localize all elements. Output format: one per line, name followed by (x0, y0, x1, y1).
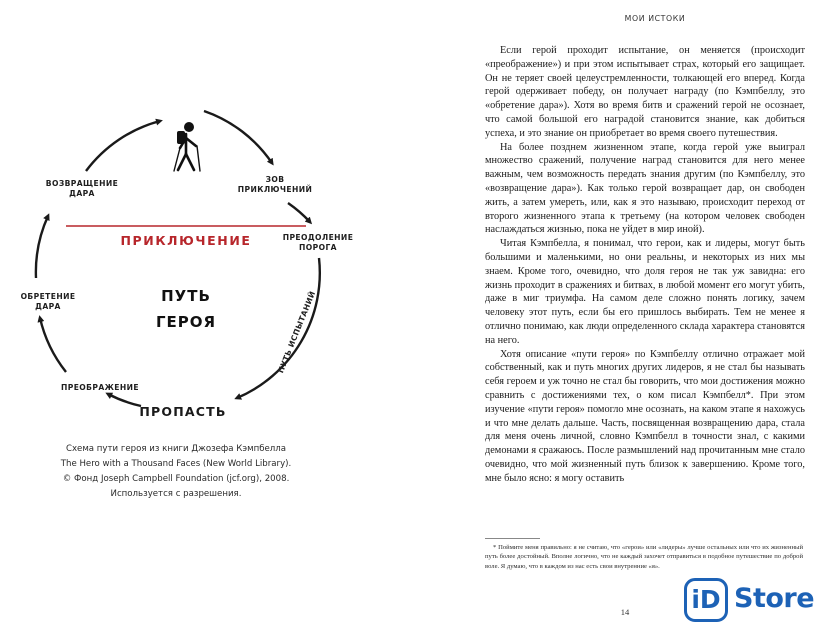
arc-return (86, 121, 160, 171)
adventure-label: ПРИКЛЮЧЕНИЕ (120, 233, 252, 248)
journey-title-line1: ПУТЬ (161, 287, 211, 305)
arc-abyss-left (108, 394, 141, 406)
footnote-divider (485, 538, 540, 539)
gift-label-1: ОБРЕТЕНИЕ (20, 292, 76, 301)
journey-title-line2: ГЕРОЯ (155, 313, 217, 331)
call-label-1: ЗОВ (265, 175, 285, 184)
call-label-2: ПРИКЛЮЧЕНИЙ (237, 185, 313, 194)
gift-label-2: ДАРА (35, 302, 61, 311)
running-header: МОИ ИСТОКИ (624, 14, 686, 23)
transformation-label: ПРЕОБРАЖЕНИЕ (61, 383, 139, 392)
return-label-2: ДАРА (69, 189, 95, 198)
paragraph: Хотя описание «пути героя» по Кэмпбеллу отлично отражает мой собственный, как и путь многих других лидеров, я не стал бы называть себя героем и уж точно не стал бы говорить, что мои достижения можно сравнить с достижениями тех, о ком писал Кэмпбелл*. При этом изучение «пути героя» помогло мне осознать, на каком этапе я нахожусь и что мне делать дальше. Часть, посвященная возвращению дара, стала для меня очень личной, словно Кэмпбелл в точности знал, с какими демонами я сражаюсь. После размышлений над прочитанным мне стало очевидно, что мой жизненный путь близок к завершению. Кроме того, мне было ясно: я могу оставить (485, 348, 805, 484)
idstore-logo-text: Store (734, 583, 815, 614)
idstore-watermark (684, 578, 824, 622)
threshold-label-1: ПРЕОДОЛЕНИЕ (282, 233, 354, 242)
idstore-logo-icon: iD (684, 578, 728, 622)
caption-line-1: Схема пути героя из книги Джозефа Кэмпбелла (65, 444, 287, 454)
page-number: 14 (620, 607, 630, 617)
trials-label: ПУТЬ ИСПЫТАНИЙ (276, 289, 318, 375)
threshold-label-2: ПОРОГА (299, 243, 337, 252)
arc-trials (237, 258, 320, 398)
caption-line-4: Используется с разрешения. (110, 489, 242, 499)
paragraph: Если герой проходит испытание, он меняется (происходит «преображение») и при этом испытывает страх, который его защищает. Он не теряет своей целеустремленности, толкающей его вперед. Когда герой одерживает победу, он получает награду (по Кэмпбеллу, это «обретение дара»). Хотя во время битв и сражений герой не осознает, что самой большой его наградой становится знание, как добиться успеха, и это знание он приобретает во время своего путешествия. (485, 45, 805, 139)
arc-gift (36, 216, 48, 278)
caption-line-2: The Hero with a Thousand Faces (New World Library). (60, 459, 292, 469)
paragraph: На более позднем жизненном этапе, когда герой уже выиграл множество сражений, получение наград становится для него менее важным, чем возможность передать знания другим (по Кэмпбеллу, это «возвращение дара»). Как только герой возвращает дар, он свободен жить, а затем умереть, или, как я это называю, происходит переход от второго жизненного этапа к третьему (на котором человек свободен наслаждаться жизнью, пока не уйдет в мир иной). (485, 141, 805, 236)
arc-call (204, 111, 272, 163)
arc-transformation (40, 318, 66, 372)
return-label-1: ВОЗВРАЩЕНИЕ (45, 179, 119, 188)
hiker-icon (174, 122, 200, 171)
caption-line-3: © Фонд Joseph Campbell Foundation (jcf.org), 2008. (62, 474, 290, 484)
body-text (485, 44, 805, 486)
arc-threshold (288, 203, 310, 222)
abyss-label: ПРОПАСТЬ (139, 404, 227, 419)
footnote: * Поймите меня правильно: я не считаю, что «герои» или «лидеры» лучше остальных или что их жизненный путь более достойный. Вполне логично, что не каждый захочет отправиться в подобное путешествие по доброй воле. Я думаю, что в каждом из нас есть свои внутренние «я». (485, 544, 803, 570)
paragraph: Читая Кэмпбелла, я понимал, что герои, как и лидеры, могут быть большими и маленькими, но они реальны, и некоторых из них мы знаем. Кроме того, очевидно, что доля героя не так уж завидна: его жизнь проходит в сражениях и битвах, в любой момент его могут убить, даже в миг триумфа. На самом деле сложно понять логику, зачем человеку этот путь, если бы его пришлось выбирать. Тем не менее я отлично понимаю, как люди определенного склада характера становятся на него. (485, 238, 805, 346)
